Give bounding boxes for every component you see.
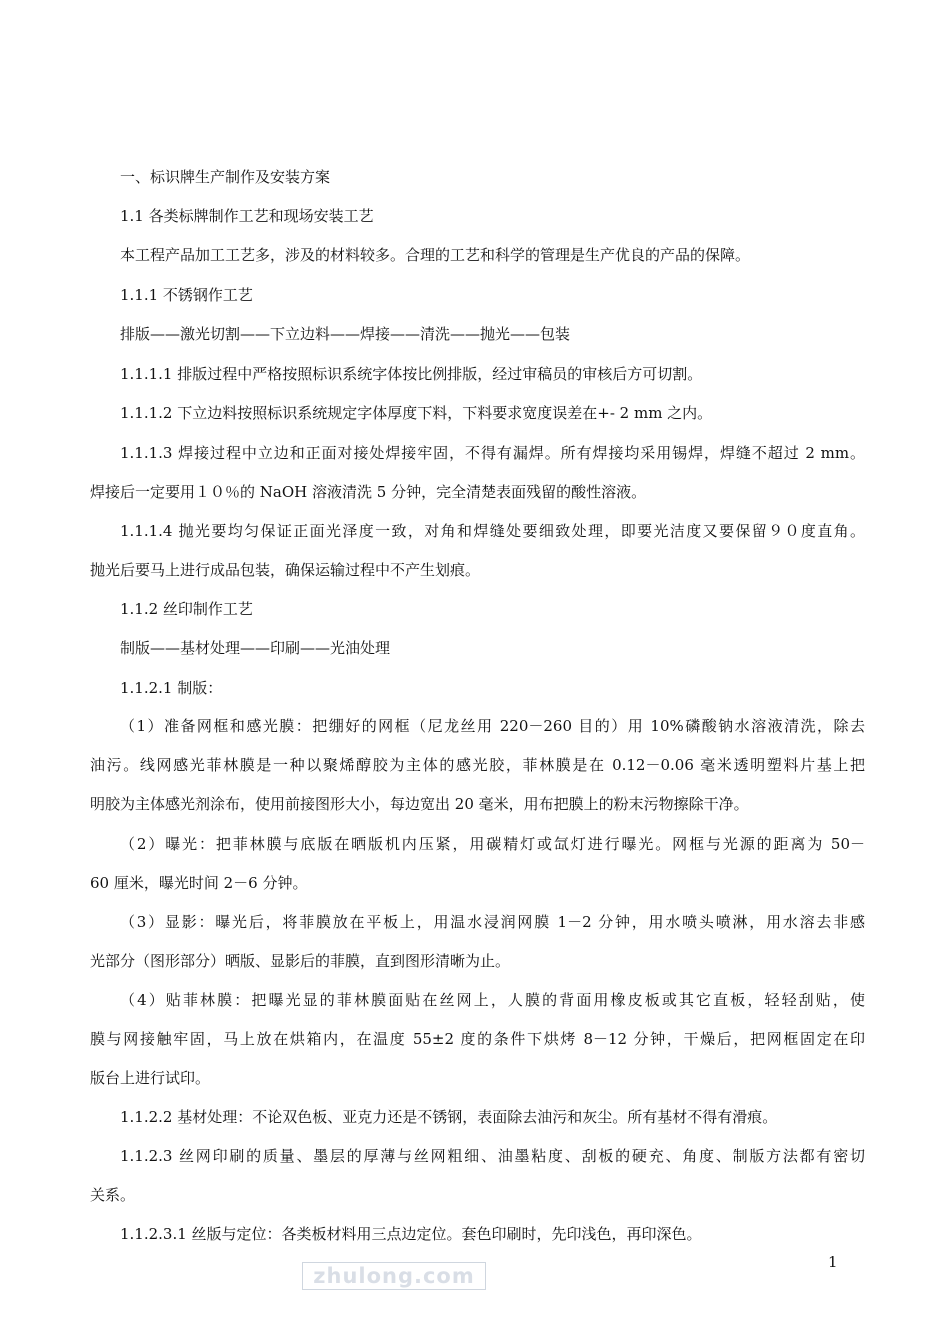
paragraph-line: （1）准备网框和感光膜：把绷好的网框（尼龙丝用 220－260 目的）用 10%磷酸钠水溶液清洗，除去	[120, 717, 865, 735]
section-heading: 一、标识牌生产制作及安装方案	[120, 168, 331, 186]
subsection-heading: 1.1.1 不锈钢作工艺	[120, 286, 253, 304]
paragraph-line: 1.1.1.4 抛光要均匀保证正面光泽度一致，对角和焊缝处要细致处理，即要光洁度又要保留９０度直角。	[120, 522, 865, 540]
subsection-heading: 1.1.2 丝印制作工艺	[120, 600, 253, 618]
paragraph-line: 1.1.1.2 下立边料按照标识系统规定字体厚度下料，下料要求宽度误差在+- 2 mm 之内。	[120, 404, 713, 422]
page-number: 1	[828, 1253, 838, 1271]
paragraph-line: 焊接后一定要用１０％的 NaOH 溶液清洗 5 分钟，完全清楚表面残留的酸性溶液。	[90, 483, 647, 501]
paragraph-line: 1.1.1.3 焊接过程中立边和正面对接处焊接牢固，不得有漏焊。所有焊接均采用锡焊，焊缝不超过 2 mm。	[120, 444, 865, 462]
paragraph-line: 1.1.2.2 基材处理：不论双色板、亚克力还是不锈钢，表面除去油污和灰尘。所有基材不得有滑痕。	[120, 1108, 778, 1126]
paragraph-line: （4）贴菲林膜：把曝光显的菲林膜面贴在丝网上，人膜的背面用橡皮板或其它直板，轻轻刮贴，使	[120, 991, 865, 1009]
subsection-heading: 1.1 各类标牌制作工艺和现场安装工艺	[120, 207, 374, 225]
paragraph-line: 明胶为主体感光剂涂布，使用前接图形大小，每边宽出 20 毫米，用布把膜上的粉末污物擦除干净。	[90, 795, 749, 813]
subsection-heading: 1.1.2.1 制版：	[120, 679, 223, 697]
process-flow: 排版——激光切割——下立边料——焊接——清洗——抛光——包装	[120, 325, 571, 343]
watermark-logo: zhulong.com	[302, 1262, 486, 1290]
paragraph-line: 本工程产品加工工艺多，涉及的材料较多。合理的工艺和科学的管理是生产优良的产品的保障。	[120, 246, 751, 264]
paragraph-line: 60 厘米，曝光时间 2－6 分钟。	[90, 874, 308, 892]
paragraph-line: 抛光后要马上进行成品包装，确保运输过程中不产生划痕。	[90, 561, 481, 579]
paragraph-line: （3）显影：曝光后，将菲膜放在平板上，用温水浸润网膜 1－2 分钟，用水喷头喷淋，用水溶去非感	[120, 913, 865, 931]
paragraph-line: 1.1.2.3.1 丝版与定位：各类板材料用三点边定位。套色印刷时，先印浅色，再印深色。	[120, 1225, 702, 1243]
paragraph-line: 1.1.2.3 丝网印刷的质量、墨层的厚薄与丝网粗细、油墨粘度、刮板的硬充、角度、制版方法都有密切	[120, 1147, 865, 1165]
paragraph-line: 关系。	[90, 1186, 136, 1204]
paragraph-line: 油污。线网感光菲林膜是一种以聚烯醇胶为主体的感光胶，菲林膜是在 0.12－0.06 毫米透明塑料片基上把	[90, 756, 865, 774]
paragraph-line: 版台上进行试印。	[90, 1069, 211, 1087]
paragraph-line: 1.1.1.1 排版过程中严格按照标识系统字体按比例排版，经过审稿员的审核后方可切割。	[120, 365, 703, 383]
process-flow: 制版——基材处理——印刷——光油处理	[120, 639, 391, 657]
paragraph-line: 膜与网接触牢固，马上放在烘箱内，在温度 55±2 度的条件下烘烤 8－12 分钟，干燥后，把网框固定在印	[90, 1030, 865, 1048]
paragraph-line: 光部分（图形部分）晒版、显影后的菲膜，直到图形清晰为止。	[90, 952, 511, 970]
paragraph-line: （2）曝光：把菲林膜与底版在晒版机内压紧，用碳精灯或氙灯进行曝光。网框与光源的距离为 50－	[120, 835, 865, 853]
